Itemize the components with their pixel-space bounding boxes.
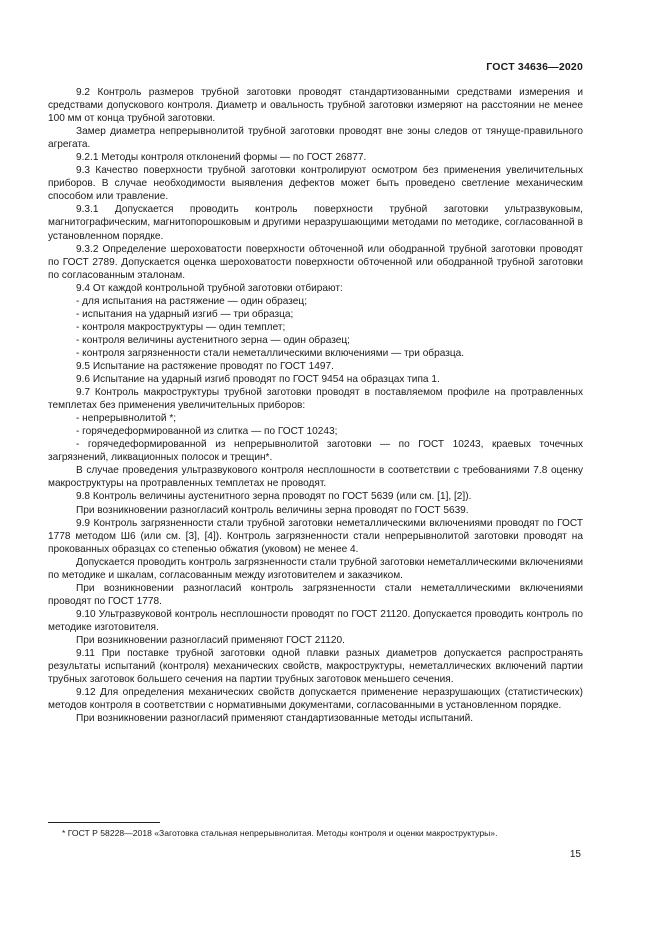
list-item: - непрерывнолитой *; [76,413,177,425]
list-item: - горячедеформированной из слитка — по ГОСТ 10243; [76,426,338,438]
page-number: 15 [569,849,581,860]
paragraph: Замер диаметра непрерывнолитой трубной заготовки проводят вне зоны следов от тянуще-правильного агрегата. [48,126,583,151]
paragraph: 9.5 Испытание на растяжение проводят по ГОСТ 1497. [76,360,334,372]
paragraph: 9.7 Контроль макроструктуры трубной заготовки проводят в поставляемом профиле на протравленных темплетах без применения увеличительных приборов: [48,387,583,412]
list-item: - испытания на ударный изгиб — три образца; [76,308,294,320]
footnote: * ГОСТ Р 58228—2018 «Заготовка стальная непрерывнолитая. Методы контроля и оценки макроструктуры». [62,828,498,838]
list-item: - контроля макроструктуры — один темплет; [76,321,286,333]
list-item: - контроля величины аустенитного зерна — один образец; [76,334,350,346]
paragraph: При возникновении разногласий контроль величины зерна проводят по ГОСТ 5639. [76,504,469,516]
list-item: - контроля загрязненности стали неметаллическими включениями — три образца. [76,347,465,359]
paragraph: 9.3.1 Допускается проводить контроль поверхности трубной заготовки ультразвуковым, магнитографическим, магнитопорошковым и другими неразрушающими методами по методике, согласованной в установленном порядке. [48,204,583,242]
paragraph: При возникновении разногласий применяют стандартизованные методы испытаний. [76,713,474,725]
document-code: ГОСТ 34636—2020 [486,61,583,73]
paragraph: 9.9 Контроль загрязненности стали трубной заготовки неметаллическими включениями проводят по ГОСТ 1778 методом Ш6 (или см. [3], [4]). Контроль загрязненности стали непрерывнолитой заготовки проводят на прокованных образцах со степенью обжатия (уковом) не менее 4. [48,517,583,555]
document-body [48,86,583,725]
paragraph: 9.10 Ультразвуковой контроль несплошности проводят по ГОСТ 21120. Допускается проводить контроль по методике изготовителя. [48,608,583,633]
paragraph: 9.6 Испытание на ударный изгиб проводят по ГОСТ 9454 на образцах типа 1. [76,374,440,386]
list-item: - горячедеформированной из непрерывнолитой заготовки — по ГОСТ 10243, краевых точечных загрязнений, ликвационных полосок и трещин*. [48,439,583,464]
paragraph: В случае проведения ультразвукового контроля несплошности в соответствии с требованиями 7.8 оценку макроструктуры на протравленных темплетах не проводят. [48,465,583,490]
paragraph: 9.8 Контроль величины аустенитного зерна проводят по ГОСТ 5639 (или см. [1], [2]). [76,491,472,503]
paragraph: 9.3.2 Определение шероховатости поверхности обточенной или ободранной трубной заготовки проводят по ГОСТ 2789. Допускается оценка шероховатости поверхности обточенной или ободранной трубной заготовки по согласованным эталонам. [48,243,583,281]
paragraph: При возникновении разногласий применяют ГОСТ 21120. [76,634,345,646]
paragraph: 9.2 Контроль размеров трубной заготовки проводят стандартизованными средствами измерения и средствами допускового контроля. Диаметр и овальность трубной заготовки измеряют на расстоянии не менее 100 мм от конца трубной заготовки. [48,87,583,125]
footnote-divider [48,822,160,823]
list-item: - для испытания на растяжение — один образец; [76,295,307,307]
paragraph: Допускается проводить контроль загрязненности стали трубной заготовки неметаллическими включениями по методике и шкалам, согласованным между изготовителем и заказчиком. [48,556,583,581]
paragraph: 9.2.1 Методы контроля отклонений формы — по ГОСТ 26877. [76,152,367,164]
paragraph: 9.11 При поставке трубной заготовки одной плавки разных диаметров допускается распространять результаты испытаний (контроля) механических свойств, макроструктуры, неметаллических включений партии трубных заготовок большего сечения на партии трубных заготовок меньшего сечения. [48,648,583,686]
paragraph: При возникновении разногласий контроль загрязненности стали неметаллическими включениями проводят по ГОСТ 1778. [48,582,583,607]
paragraph: 9.4 От каждой контрольной трубной заготовки отбирают: [76,282,343,294]
paragraph: 9.12 Для определения механических свойств допускается применение неразрушающих (статистических) методов контроля в соответствии с нормативными документами, согласованными в установленном порядке. [48,687,583,712]
paragraph: 9.3 Качество поверхности трубной заготовки контролируют осмотром без применения увеличительных приборов. В случае необходимости выявления дефектов может быть проведено светление механическим способом или травление. [48,165,583,203]
